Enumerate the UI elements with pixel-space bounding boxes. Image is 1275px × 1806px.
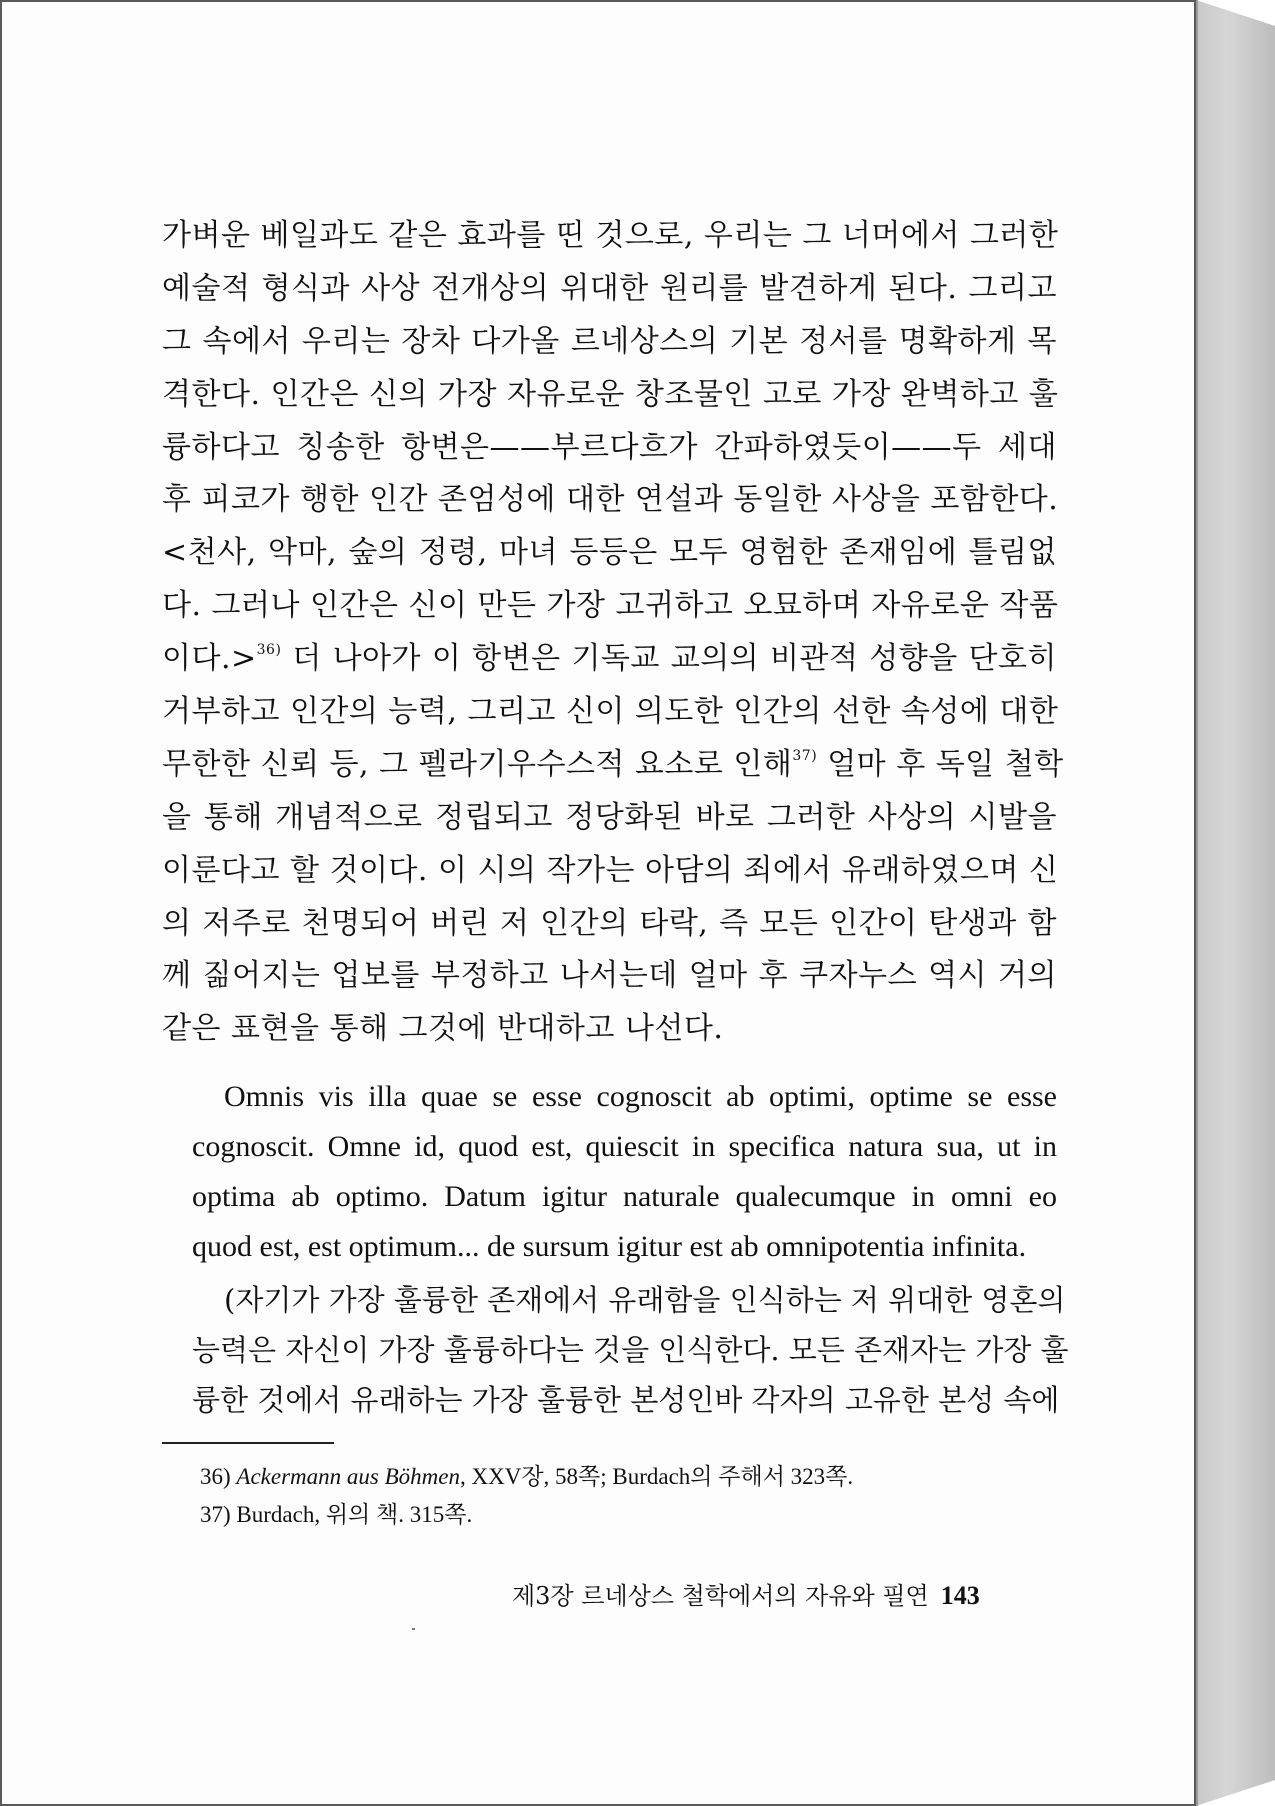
latin-line: quod est, est optimum... de sursum igitur est ab omnipotentia infinita.	[192, 1230, 1027, 1263]
latin-line: optima ab optimo. Datum igitur naturale qualecumque in omni eo	[192, 1180, 1057, 1213]
translation-line: 능력은 자신이 가장 훌륭하다는 것을 인식한다. 모든 존재자는 가장 훌	[192, 1333, 1069, 1367]
chapter-title: 제3장 르네상스 철학에서의 자유와 필연	[512, 1582, 929, 1610]
body-line-segment: 더 나아가 이 항변은 기독교 교의의 비관적 성향을 단호히	[281, 641, 1057, 677]
footnote-37-marker: 37)	[792, 747, 818, 764]
footnote-36-marker: 36)	[256, 642, 282, 659]
translation-line: 륭한 것에서 유래하는 가장 훌륭한 본성인바 각자의 고유한 본성 속에	[192, 1383, 1060, 1417]
footnote-36-rest: , XXV장, 58쪽; Burdach의 주해서 323쪽.	[459, 1464, 854, 1489]
footnote-36-number: 36)	[200, 1464, 231, 1489]
body-line: <천사, 악마, 숲의 정령, 마녀 등등은 모두 영험한 존재임에 틀림없	[162, 535, 1057, 571]
latin-line: Omnis vis illa quae se esse cognoscit ab optimi, optime se esse	[224, 1080, 1057, 1113]
body-line: 께 짊어지는 업보를 부정하고 나서는데 얼마 후 쿠자누스 역시 거의	[162, 958, 1057, 994]
body-line: 의 저주로 천명되어 버린 저 인간의 타락, 즉 모든 인간이 탄생과 함	[162, 905, 1057, 941]
body-line-segment: 얼마 후 독일 철학	[817, 746, 1064, 782]
body-line: 다. 그러나 인간은 신이 만든 가장 고귀하고 오묘하며 자유로운 작품	[162, 588, 1059, 624]
body-line: 예술적 형식과 사상 전개상의 위대한 원리를 발견하게 된다. 그리고	[162, 270, 1057, 306]
body-line: 가벼운 베일과도 같은 효과를 띤 것으로, 우리는 그 너머에서 그러한	[162, 218, 1059, 253]
footnote-separator	[162, 1442, 334, 1444]
scan-speck	[412, 1628, 415, 1630]
body-line: 을 통해 개념적으로 정립되고 정당화된 바로 그러한 사상의 시발을	[162, 799, 1057, 835]
korean-translation	[192, 1275, 1069, 1425]
body-line-segment: 무한한 신뢰 등, 그 펠라기우수스적 요소로 인해	[162, 746, 793, 782]
translation-line: (자기가 가장 훌륭한 존재에서 유래함을 인식하는 저 위대한 영혼의	[224, 1283, 1066, 1317]
latin-line: cognoscit. Omne id, quod est, quiescit in specifica natura sua, ut in	[192, 1130, 1057, 1163]
latin-quotation	[192, 1072, 1057, 1272]
footnote-36-title: Ackermann aus Böhmen	[236, 1464, 460, 1489]
main-paragraph	[162, 210, 1064, 1056]
footnote-36	[200, 1458, 853, 1496]
footnotes	[200, 1458, 853, 1534]
body-line	[162, 739, 1064, 792]
body-line: 후 피코가 행한 인간 존엄성에 대한 연설과 동일한 사상을 포함한다.	[162, 482, 1059, 518]
body-line: 거부하고 인간의 능력, 그리고 신이 의도한 인간의 선한 속성에 대한	[162, 694, 1059, 730]
body-line: 격한다. 인간은 신의 가장 자유로운 창조물인 고로 가장 완벽하고 훌	[162, 376, 1059, 412]
body-line	[162, 633, 1057, 686]
body-line: 이룬다고 할 것이다. 이 시의 작가는 아담의 죄에서 유래하였으며 신	[162, 852, 1059, 888]
body-line-segment: 이다.>	[162, 641, 257, 677]
body-line: 같은 표현을 통해 그것에 반대하고 나선다.	[162, 1011, 724, 1047]
footnote-37: 37) Burdach, 위의 책. 315쪽.	[200, 1502, 473, 1527]
page-number: 143	[940, 1581, 980, 1610]
book-spine-line	[1196, 0, 1198, 1806]
running-footer	[512, 1576, 980, 1611]
body-line: 그 속에서 우리는 장차 다가올 르네상스의 기본 정서를 명확하게 목	[162, 323, 1057, 359]
body-line: 륭하다고 칭송한 항변은——부르다흐가 간파하였듯이——두 세대	[162, 429, 1057, 465]
book-page-edges	[1196, 0, 1275, 1806]
